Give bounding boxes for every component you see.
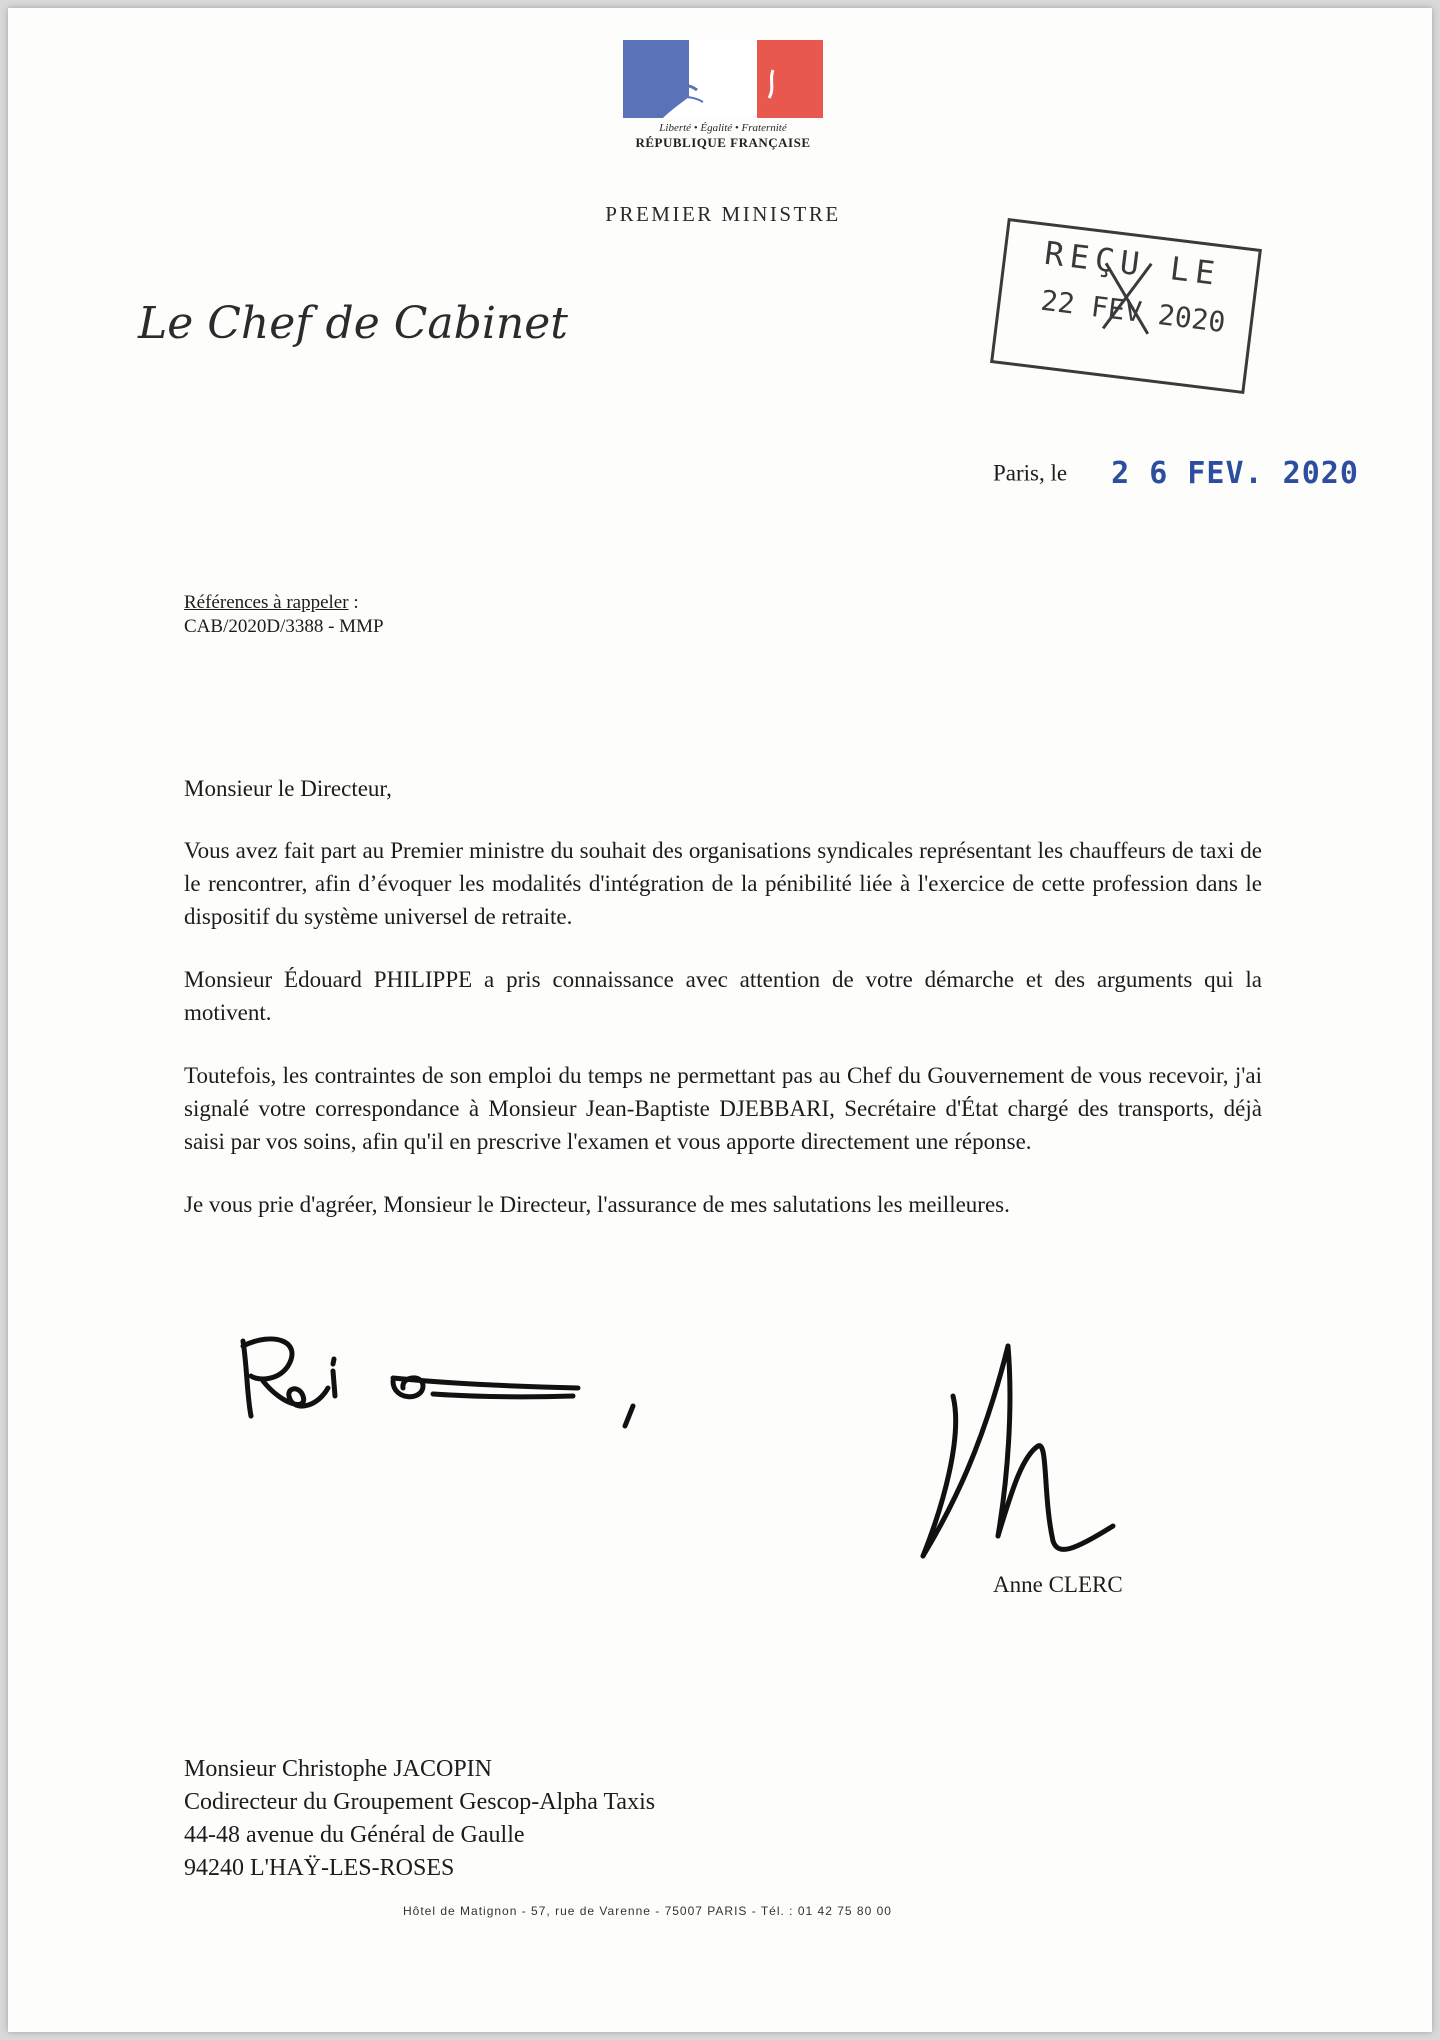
office-title: Le Chef de Cabinet	[138, 298, 568, 349]
signature	[913, 1336, 1173, 1576]
paragraph: Vous avez fait part au Premier ministre du souhait des organisations syndicales représentant les chauffeurs de taxi de le rencontrer, afin d’évoquer les modalités d'intégration de la pénibilité liée à l'exercice de cette profession dans le dispositif du système universel de retraite.	[184, 838, 1262, 929]
stamp-cross-mark	[1093, 253, 1162, 340]
logo-motto: Liberté • Égalité • Fraternité	[659, 122, 787, 134]
paragraph: Toutefois, les contraintes de son emploi du temps ne permettant pas au Chef du Gouvernement de vous recevoir, j'ai signalé votre correspondance à Monsieur Jean-Baptiste DJEBBARI, Secrétaire d'État chargé des transports, déjà saisi par vos soins, afin qu'il en prescrive l'examen et vous apporte directement une réponse.	[184, 1063, 1262, 1154]
marianne-flag-icon	[623, 40, 823, 118]
handwritten-greeting	[233, 1326, 653, 1436]
letter-page	[8, 8, 1432, 2032]
paragraph: Monsieur Édouard PHILIPPE a pris connaissance avec attention de votre démarche et des arguments qui la motivent.	[184, 967, 1262, 1025]
recipient-address	[184, 1753, 655, 1885]
footer-address: Hôtel de Matignon - 57, rue de Varenne - 75007 PARIS - Tél. : 01 42 75 80 00	[403, 1904, 892, 1918]
references-label: Références à rappeler	[184, 592, 349, 613]
date-label: Paris, le	[993, 460, 1068, 486]
references-label-suffix: :	[348, 592, 359, 613]
stamp-date: 22 FEV 2020	[1039, 283, 1228, 340]
address-line: Monsieur Christophe JACOPIN	[184, 1756, 493, 1782]
received-stamp	[990, 218, 1262, 394]
letter-date	[993, 456, 1359, 491]
logo-republique: RÉPUBLIQUE FRANÇAISE	[635, 135, 811, 150]
address-line: 44-48 avenue du Général de Gaulle	[184, 1822, 525, 1848]
marianne-logo	[618, 40, 828, 175]
letter-body	[184, 834, 1262, 1251]
paragraph: Je vous prie d'agréer, Monsieur le Directeur, l'assurance de mes salutations les meilleures.	[184, 1192, 1010, 1217]
signer-name: Anne CLERC	[993, 1572, 1123, 1597]
ministry-title: PREMIER MINISTRE	[605, 202, 841, 226]
address-line: 94240 L'HAŸ-LES-ROSES	[184, 1855, 455, 1881]
references	[184, 591, 384, 639]
date-stamp: 2 6 FEV. 2020	[1111, 456, 1359, 491]
references-code: CAB/2020D/3388 - MMP	[184, 616, 384, 637]
salutation: Monsieur le Directeur,	[184, 776, 392, 801]
address-line: Codirecteur du Groupement Gescop-Alpha Taxis	[184, 1789, 656, 1815]
stamp-label: REÇU LE	[1042, 233, 1223, 294]
